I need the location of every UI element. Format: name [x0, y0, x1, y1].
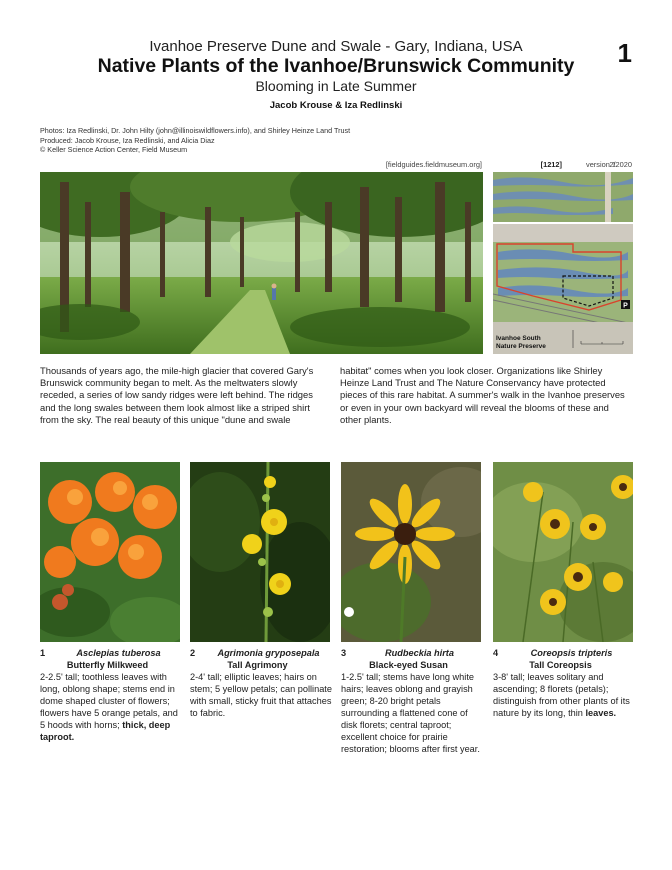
plant-number: 1 — [40, 648, 46, 658]
plant-entry — [190, 647, 335, 719]
page-title: Native Plants of the Ivanhoe/Brunswick Community — [97, 55, 575, 77]
guide-url: [fieldguides.fieldmuseum.org] — [385, 160, 482, 169]
page-number: 1 — [617, 38, 632, 68]
plant-common-name: Tall Agrimony — [227, 660, 288, 670]
intro-text-right: habitat" comes when you look closer. Organizations like Shirley Heinze Land Trust and The Nature Conservancy have protected pieces of this rare habitat. A summer's walk in the Ivanhoe preserves or even in your own backyard will reveal the blooms of these and other plants. — [340, 365, 625, 425]
plant-common-name: Black-eyed Susan — [369, 660, 448, 670]
plant-scientific-name: Rudbeckia hirta — [385, 648, 454, 658]
page-subtitle: Blooming in Late Summer — [255, 78, 417, 94]
plant-common-name: Butterfly Milkweed — [66, 660, 149, 670]
aerial-map-top — [493, 172, 633, 222]
intro-text-left: Thousands of years ago, the mile-high glacier that covered Gary's Brunswick community began to melt. As the meltwaters slowly receded, a series of low sandy ridges were left behind. The ridges and the long swales between them look almost like a striped shirt from the sky. The real beauty of this unique "dune and swale — [40, 365, 314, 425]
plant-number: 4 — [493, 648, 499, 658]
plant-description: 2-4' tall; elliptic leaves; hairs on stem; 5 yellow petals; can pollinate with small, sticky fruit that attaches to fabric. — [190, 672, 332, 718]
plant-entry — [40, 647, 185, 743]
plant-number: 3 — [341, 648, 347, 658]
plant-number: 2 — [190, 648, 196, 658]
produced-credits: Produced: Jacob Krouse, Iza Redlinski, and Alicia Diaz — [40, 135, 215, 145]
tall-coreopsis-photo — [493, 462, 633, 642]
guide-date: 2/2020 — [609, 160, 632, 169]
guide-id: [1212] — [540, 160, 562, 169]
plant-common-name: Tall Coreopsis — [529, 660, 592, 670]
guide-version: version 1 — [586, 160, 616, 169]
landscape-photo — [40, 172, 483, 354]
plant-scientific-name: Coreopsis tripteris — [530, 648, 613, 658]
plant-entry — [341, 647, 486, 755]
butterfly-milkweed-photo — [40, 462, 180, 642]
photo-credits: Photos: Iza Redlinski, Dr. John Hilty (john@illinoiswildflowers.info), and Shirley Heinze Land Trust — [40, 126, 351, 135]
parking-marker: P — [623, 302, 628, 310]
authors: Jacob Krouse & Iza Redlinski — [269, 100, 403, 111]
map-label: Ivanhoe South Nature Preserve — [496, 335, 546, 350]
plant-scientific-name: Agrimonia gryposepala — [217, 648, 320, 658]
tall-agrimony-photo — [190, 462, 330, 642]
plant-scientific-name: Asclepias tuberosa — [76, 648, 161, 658]
plant-description: 2-2.5' tall; toothless leaves with long, oblong shape; stems end in dome shaped cluster of flowers; flowers have 5 orange petals, and 5 hoods with horns; thick, deep taproot. — [40, 672, 178, 742]
copyright: © Keller Science Action Center, Field Museum — [40, 145, 188, 154]
credits-block — [40, 126, 350, 155]
black-eyed-susan-photo — [341, 462, 481, 642]
location-heading: Ivanhoe Preserve Dune and Swale - Gary, Indiana, USA — [149, 38, 523, 55]
plant-description: 3-8' tall; leaves solitary and ascending; 8 florets (petals); distinguish from other plants of its nature by its long, thin leaves. — [493, 672, 630, 718]
plant-description: 1-2.5' tall; stems have long white hairs; leaves oblong and grayish green; 8-20 bright petals surrounding a flattened cone of disk florets; central taproot; excellent choice for prairie restoration; blooms after first year. — [341, 672, 480, 754]
plant-entry — [493, 647, 638, 719]
aerial-map-preserve — [493, 224, 633, 354]
